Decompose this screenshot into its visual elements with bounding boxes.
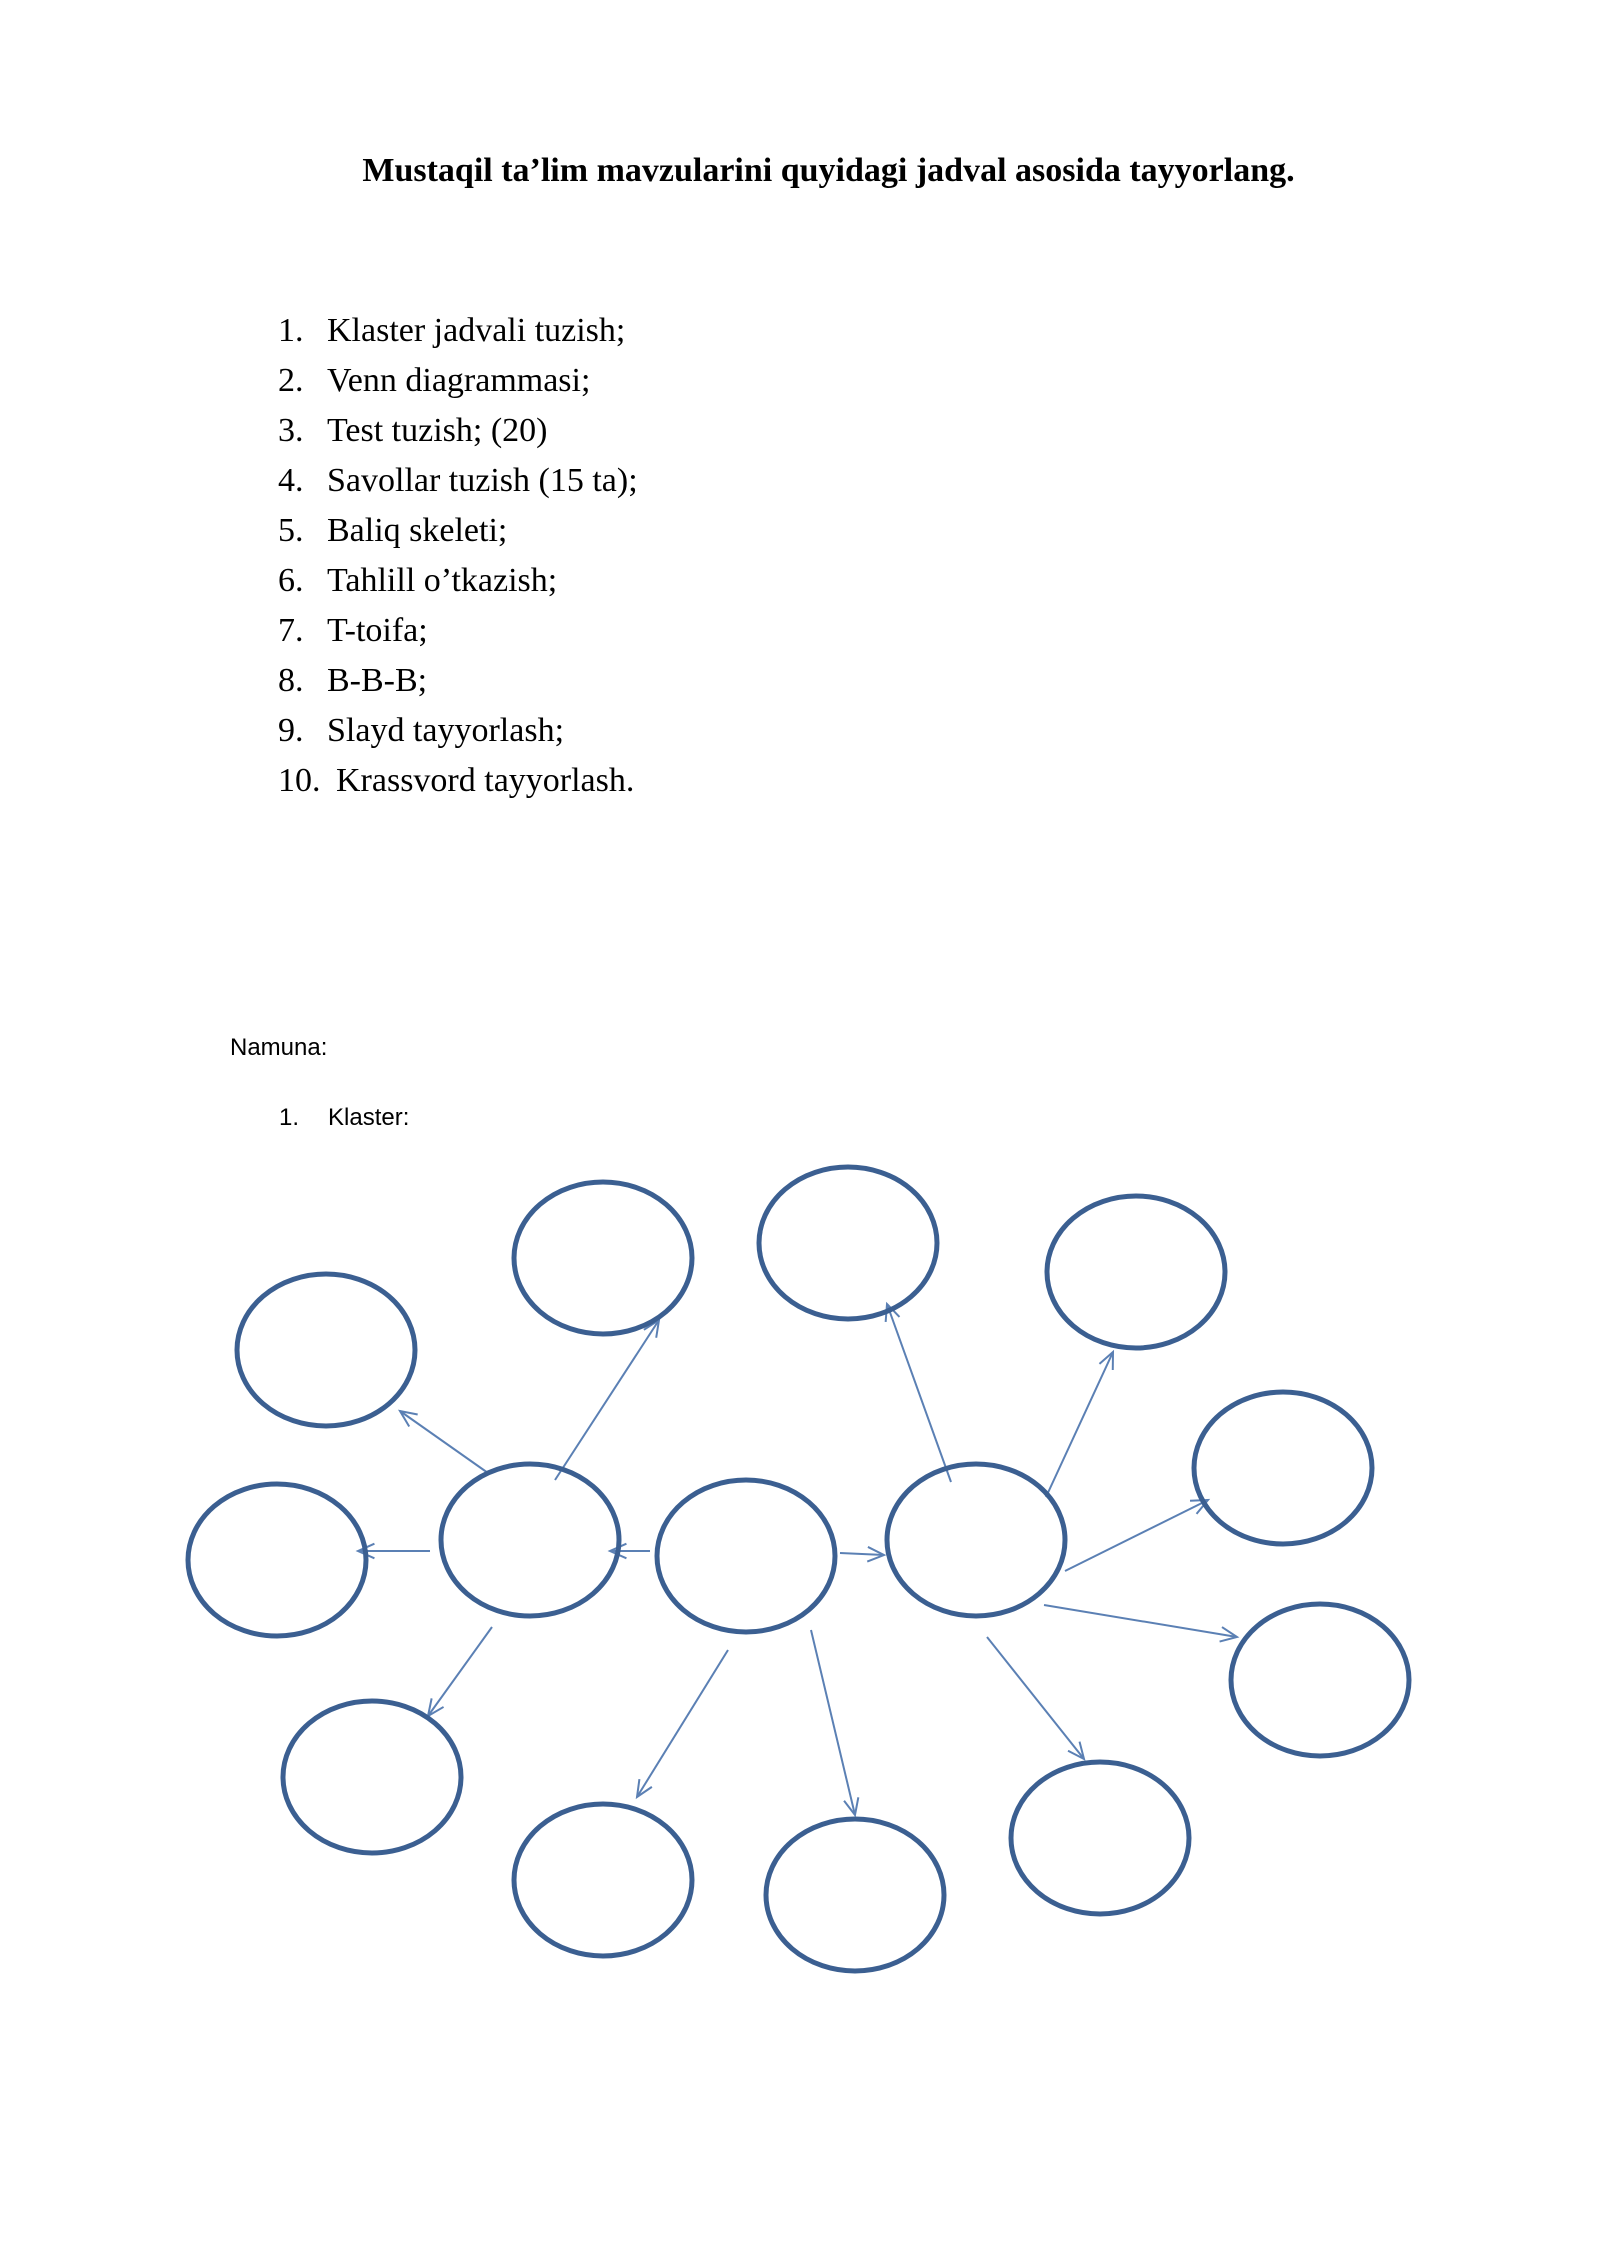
list-number: 7.	[278, 612, 304, 649]
cluster-circle	[514, 1182, 692, 1334]
list-text: Venn diagrammasi;	[327, 362, 591, 399]
connector-arrow	[637, 1650, 728, 1797]
connector-arrow	[400, 1411, 488, 1473]
sample-item-text: Klaster:	[328, 1104, 410, 1131]
cluster-circle	[1047, 1196, 1225, 1348]
list-text: Test tuzish; (20)	[327, 412, 548, 449]
list-text: Klaster jadvali tuzish;	[327, 312, 626, 349]
connector-arrow	[358, 1544, 430, 1559]
list-number: 1.	[278, 312, 304, 349]
list-text: Slayd tayyorlash;	[327, 712, 565, 749]
cluster-circle	[237, 1274, 415, 1426]
arrow-line	[1065, 1500, 1208, 1571]
arrow-line	[428, 1627, 492, 1716]
cluster-circle	[283, 1701, 461, 1853]
list-text: Krassvord tayyorlash.	[336, 762, 635, 799]
connector-arrow	[840, 1547, 884, 1562]
cluster-circle	[188, 1484, 366, 1636]
arrow-line	[637, 1650, 728, 1797]
connector-arrow	[987, 1637, 1084, 1759]
cluster-circle	[514, 1804, 692, 1956]
arrow-line	[555, 1320, 659, 1480]
list-number: 10.	[278, 762, 321, 799]
cluster-circle	[887, 1464, 1065, 1616]
list-number: 8.	[278, 662, 304, 699]
cluster-circle	[657, 1480, 835, 1632]
list-text: Savollar tuzish (15 ta);	[327, 462, 638, 499]
arrow-line	[400, 1411, 488, 1473]
list-number: 2.	[278, 362, 304, 399]
cluster-circle	[759, 1167, 937, 1319]
list-number: 5.	[278, 512, 304, 549]
connector-arrow	[1065, 1500, 1208, 1571]
arrow-line	[1044, 1605, 1237, 1637]
cluster-circle	[1011, 1762, 1189, 1914]
arrow-line	[840, 1553, 884, 1555]
connector-arrow	[1046, 1352, 1113, 1497]
connector-arrow	[886, 1304, 951, 1482]
connector-arrow	[555, 1320, 659, 1480]
arrow-line	[887, 1304, 951, 1482]
arrow-line	[811, 1630, 855, 1815]
cluster-circle	[1231, 1604, 1409, 1756]
list-number: 1.	[279, 1104, 300, 1131]
list-number: 4.	[278, 462, 304, 499]
arrowhead	[637, 1779, 652, 1797]
arrow-line	[987, 1637, 1084, 1759]
list-text: Baliq skeleti;	[327, 512, 508, 549]
list-text: Tahlill o’tkazish;	[327, 562, 558, 599]
connector-arrow	[811, 1630, 858, 1815]
list-number: 3.	[278, 412, 304, 449]
sample-label: Namuna:	[230, 1034, 328, 1061]
connector-arrow	[1044, 1605, 1237, 1642]
cluster-circle	[766, 1819, 944, 1971]
list-text: T-toifa;	[327, 612, 428, 649]
cluster-circle	[441, 1464, 619, 1616]
list-number: 6.	[278, 562, 304, 599]
arrow-line	[1046, 1352, 1113, 1497]
cluster-circle	[1194, 1392, 1372, 1544]
page-heading: Mustaqil ta’lim mavzularini quyidagi jadval asosida tayyorlang.	[362, 152, 1295, 189]
connector-arrow	[428, 1627, 492, 1716]
list-text: B-B-B;	[327, 662, 428, 699]
list-number: 9.	[278, 712, 304, 749]
